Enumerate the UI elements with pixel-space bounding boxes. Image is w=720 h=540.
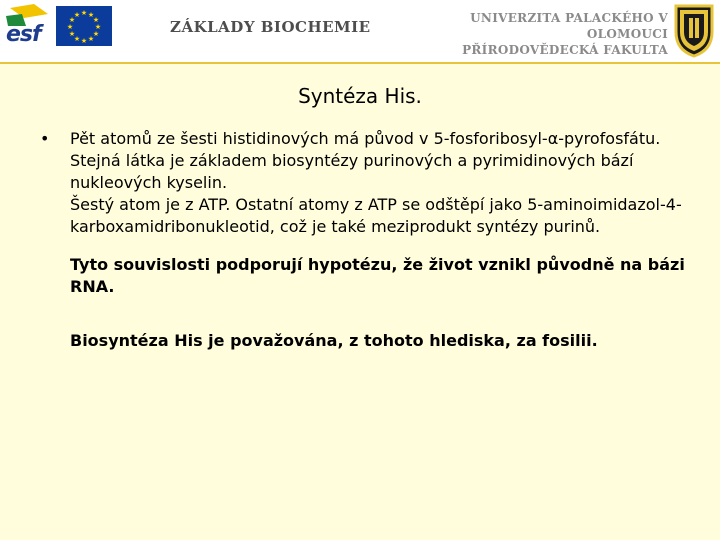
bullet-marker: • [40,129,50,148]
paragraph-fossil: Biosyntéza His je považována, z tohoto hlediska, za fosilii. [70,331,598,350]
university-line-1: UNIVERZITA PALACKÉHO V OLOMOUCI [470,11,668,41]
slide-title: Syntéza His. [298,84,422,108]
svg-text:★: ★ [66,23,74,31]
paragraph-rna-hypothesis: Tyto souvislosti podporují hypotézu, že život vznikl původně na bázi RNA. [70,255,685,296]
svg-text:★: ★ [73,35,81,43]
svg-text:★: ★ [68,30,76,38]
svg-text:★: ★ [92,30,100,38]
paragraph-biosynthesis: Stejná látka je základem biosyntézy purinových a pyrimidinových bází nukleových kyselin. [70,151,634,192]
svg-text:★: ★ [87,35,95,43]
svg-text:★: ★ [94,23,102,31]
header-divider [0,62,720,64]
svg-text:★: ★ [68,16,76,24]
course-title: ZÁKLADY BIOCHEMIE [170,18,371,36]
university-line-2: PŘÍRODOVĚDECKÁ FAKULTA [462,43,668,57]
slide-body [40,128,690,352]
esf-logo-text: esf [6,22,41,47]
svg-text:★: ★ [80,37,88,45]
university-shield-logo [672,2,716,58]
slide-header [0,0,720,62]
svg-text:★: ★ [92,16,100,24]
svg-text:★: ★ [87,11,95,19]
svg-text:★: ★ [73,11,81,19]
eu-flag-icon [56,6,112,46]
paragraph-atp: Šestý atom je z ATP. Ostatní atomy z ATP se odštěpí jako 5-aminoimidazol-4-karboxamidribonukleotid, což je také meziprodukt syntézy purinů. [70,195,682,236]
university-name [410,10,668,58]
paragraph-origin: Pět atomů ze šesti histidinových má původ v 5-fosforibosyl-α-pyrofosfátu. [70,129,661,148]
svg-text:★: ★ [80,9,88,17]
